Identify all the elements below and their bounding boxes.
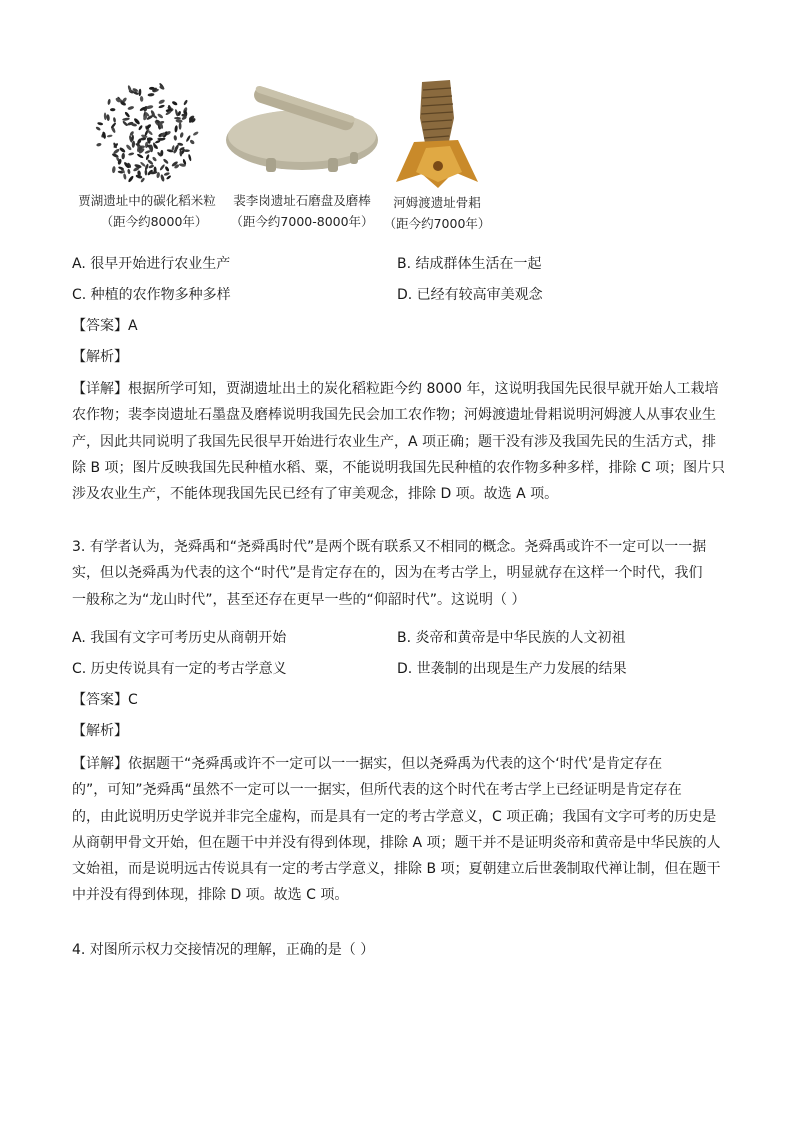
rice-grain xyxy=(150,145,153,152)
rice-grain xyxy=(152,156,158,162)
q3-stem xyxy=(72,534,724,613)
rice-grain xyxy=(138,89,141,97)
rice-grain xyxy=(138,125,143,131)
rice-grain xyxy=(107,99,111,105)
q2-option-a: A. 很早开始进行农业生产 xyxy=(72,256,231,272)
rice-grain xyxy=(128,152,134,156)
rice-grain xyxy=(183,99,188,105)
rice-grain xyxy=(96,142,102,147)
rice-grain xyxy=(184,149,190,152)
q3-detail-line: 的，由此说明历史学说并非完全虚构，而是具有一定的考古学意义，C 项正确；我国有文字可考的历史是 xyxy=(72,808,717,825)
bone-spade-image xyxy=(392,78,482,190)
rice-grain xyxy=(175,119,182,123)
q2-detail-line: 涉及农业生产，不能体现我国先民已经有了审美观念，排除 D 项。故选 A 项。 xyxy=(72,486,559,503)
rice-grain xyxy=(147,93,154,97)
rice-grain xyxy=(110,108,116,111)
q3-detail-line: 的”，可知”尧舜禹“虽然不一定可以一一据实，但所代表的这个时代在考古学上已经证明是肯定存在 xyxy=(72,782,682,799)
q2-detail-line: 【详解】根据所学可知，贾湖遗址出土的炭化稻粒距今约 8000 年，这说明我国先民很早就开始人工栽培 xyxy=(72,381,719,397)
rice-grain xyxy=(137,153,144,159)
rice-grain xyxy=(171,100,178,106)
rice-grain xyxy=(159,164,165,171)
rice-grain xyxy=(144,163,149,170)
rice-grain xyxy=(174,125,178,133)
rice-grain xyxy=(158,104,165,109)
rice-grain xyxy=(97,122,103,126)
q3-option-a: A. 我国有文字可考历史从商朝开始 xyxy=(72,630,287,646)
q2-answer: 【答案】A xyxy=(72,318,138,334)
q2-option-d: D. 已经有较高审美观念 xyxy=(397,287,543,303)
rice-grain xyxy=(158,99,165,105)
rice-grain xyxy=(122,117,130,121)
rice-grain xyxy=(121,153,125,160)
rice-grain xyxy=(140,96,144,102)
millstone-image xyxy=(222,78,382,188)
q2-detail-line: 除 B 项；图片反映我国先民种植水稻、粟，不能说明我国先民种植的农作物多种多样，排除 C 项；图片只 xyxy=(72,459,726,476)
rice-grain xyxy=(163,158,170,164)
artifact-figures xyxy=(72,78,502,238)
q3-detail-line: 【详解】依据题干“尧舜禹或许不一定可以一一据实，但以尧舜禹为代表的这个‘时代’是肯定存在 xyxy=(72,756,663,772)
rice-grain xyxy=(145,154,150,161)
rice-grain xyxy=(95,126,101,131)
q3-detail xyxy=(72,751,724,909)
q3-detail-line: 中并没有得到体现，排除 D 项。故选 C 项。 xyxy=(72,887,349,904)
rice-grain xyxy=(174,117,181,120)
q2-analysis-label: 【解析】 xyxy=(72,349,128,365)
figure-peiligang-millstone xyxy=(222,78,382,232)
figure-caption: 贾湖遗址中的碳化稻米粒 xyxy=(78,193,216,208)
rice-grain xyxy=(125,144,132,151)
rice-grain xyxy=(127,106,134,111)
q3-option-d: D. 世袭制的出现是生产力发展的结果 xyxy=(397,661,627,677)
rice-grain xyxy=(179,132,184,138)
rice-grain xyxy=(127,169,131,175)
figure-caption-date: （距今约8000年） xyxy=(100,214,208,229)
q3-option-b: B. 炎帝和黄帝是中华民族的人文初祖 xyxy=(397,630,626,646)
rice-grain xyxy=(107,134,113,137)
q3-detail-line: 文始祖，而是说明远古传说具有一定的考古学意义，排除 B 项；夏朝建立后世袭制取代禅让制，但在题干 xyxy=(72,861,721,878)
figure-jiahu-rice xyxy=(72,78,222,232)
rice-grain xyxy=(179,122,182,129)
rice-grain xyxy=(164,166,170,172)
rice-grain xyxy=(124,111,130,118)
rice-grain xyxy=(122,120,128,127)
q2-detail xyxy=(72,376,724,507)
rice-grain xyxy=(104,112,107,120)
q2-detail-line: 农作物；裴李岗遗址石墨盘及磨棒说明我国先民会加工农作物；河姆渡遗址骨耜说明河姆渡人从事农业生 xyxy=(72,407,716,424)
q2-option-b: B. 结成群体生活在一起 xyxy=(397,256,542,272)
rice-grain xyxy=(113,117,116,123)
rice-grain xyxy=(106,114,110,121)
figure-caption: 河姆渡遗址骨耜 xyxy=(393,195,481,210)
rice-grain xyxy=(188,154,192,162)
figure-caption-date: （距今约7000-8000年） xyxy=(230,214,374,229)
rice-grain xyxy=(119,147,126,154)
rice-grain xyxy=(127,175,134,183)
figure-caption: 裴李岗遗址石磨盘及磨棒 xyxy=(233,193,371,208)
rice-grain xyxy=(148,164,154,169)
q3-stem-line: 一般称之为“龙山时代”，甚至还存在更早一些的“仰韶时代”。这说明（ ） xyxy=(72,591,526,608)
q4-stem: 4. 对图所示权力交接情况的理解，正确的是（ ） xyxy=(72,942,375,958)
rice-grain xyxy=(112,166,116,173)
q3-answer: 【答案】C xyxy=(72,692,138,708)
rice-grain xyxy=(144,149,151,154)
figure-hemudu-bone-spade xyxy=(382,78,492,234)
carbonized-rice-image xyxy=(92,78,202,188)
rice-grain xyxy=(192,131,199,136)
q3-analysis-label: 【解析】 xyxy=(72,723,128,739)
q3-stem-line: 实，但以尧舜禹为代表的这个“时代”是肯定存在的，因为在考古学上，明显就存在这样一个时代，我们 xyxy=(72,565,703,582)
rice-grain xyxy=(157,113,164,119)
q2-detail-line: 产，因此共同说明了我国先民很早开始进行农业生产，A 项正确；题干没有涉及我国先民的生活方式，排 xyxy=(72,433,717,450)
rice-grain xyxy=(144,169,147,175)
rice-grain xyxy=(164,172,171,177)
q3-option-c: C. 历史传说具有一定的考古学意义 xyxy=(72,661,287,677)
rice-grain xyxy=(166,175,172,180)
rice-grain xyxy=(123,173,127,180)
rice-grain xyxy=(173,135,177,141)
rice-grain xyxy=(189,139,195,145)
q3-stem-line: 3. 有学者认为，尧舜禹和“尧舜禹时代”是两个既有联系又不相同的概念。尧舜禹或许不一定可以一一据 xyxy=(72,539,707,555)
q2-option-c: C. 种植的农作物多种多样 xyxy=(72,287,231,303)
q3-detail-line: 从商朝甲骨文开始，但在题干中并没有得到体现，排除 A 项；题干并不是证明炎帝和黄帝是中华民族的人 xyxy=(72,834,721,851)
figure-caption-date: （距今约7000年） xyxy=(383,216,491,231)
